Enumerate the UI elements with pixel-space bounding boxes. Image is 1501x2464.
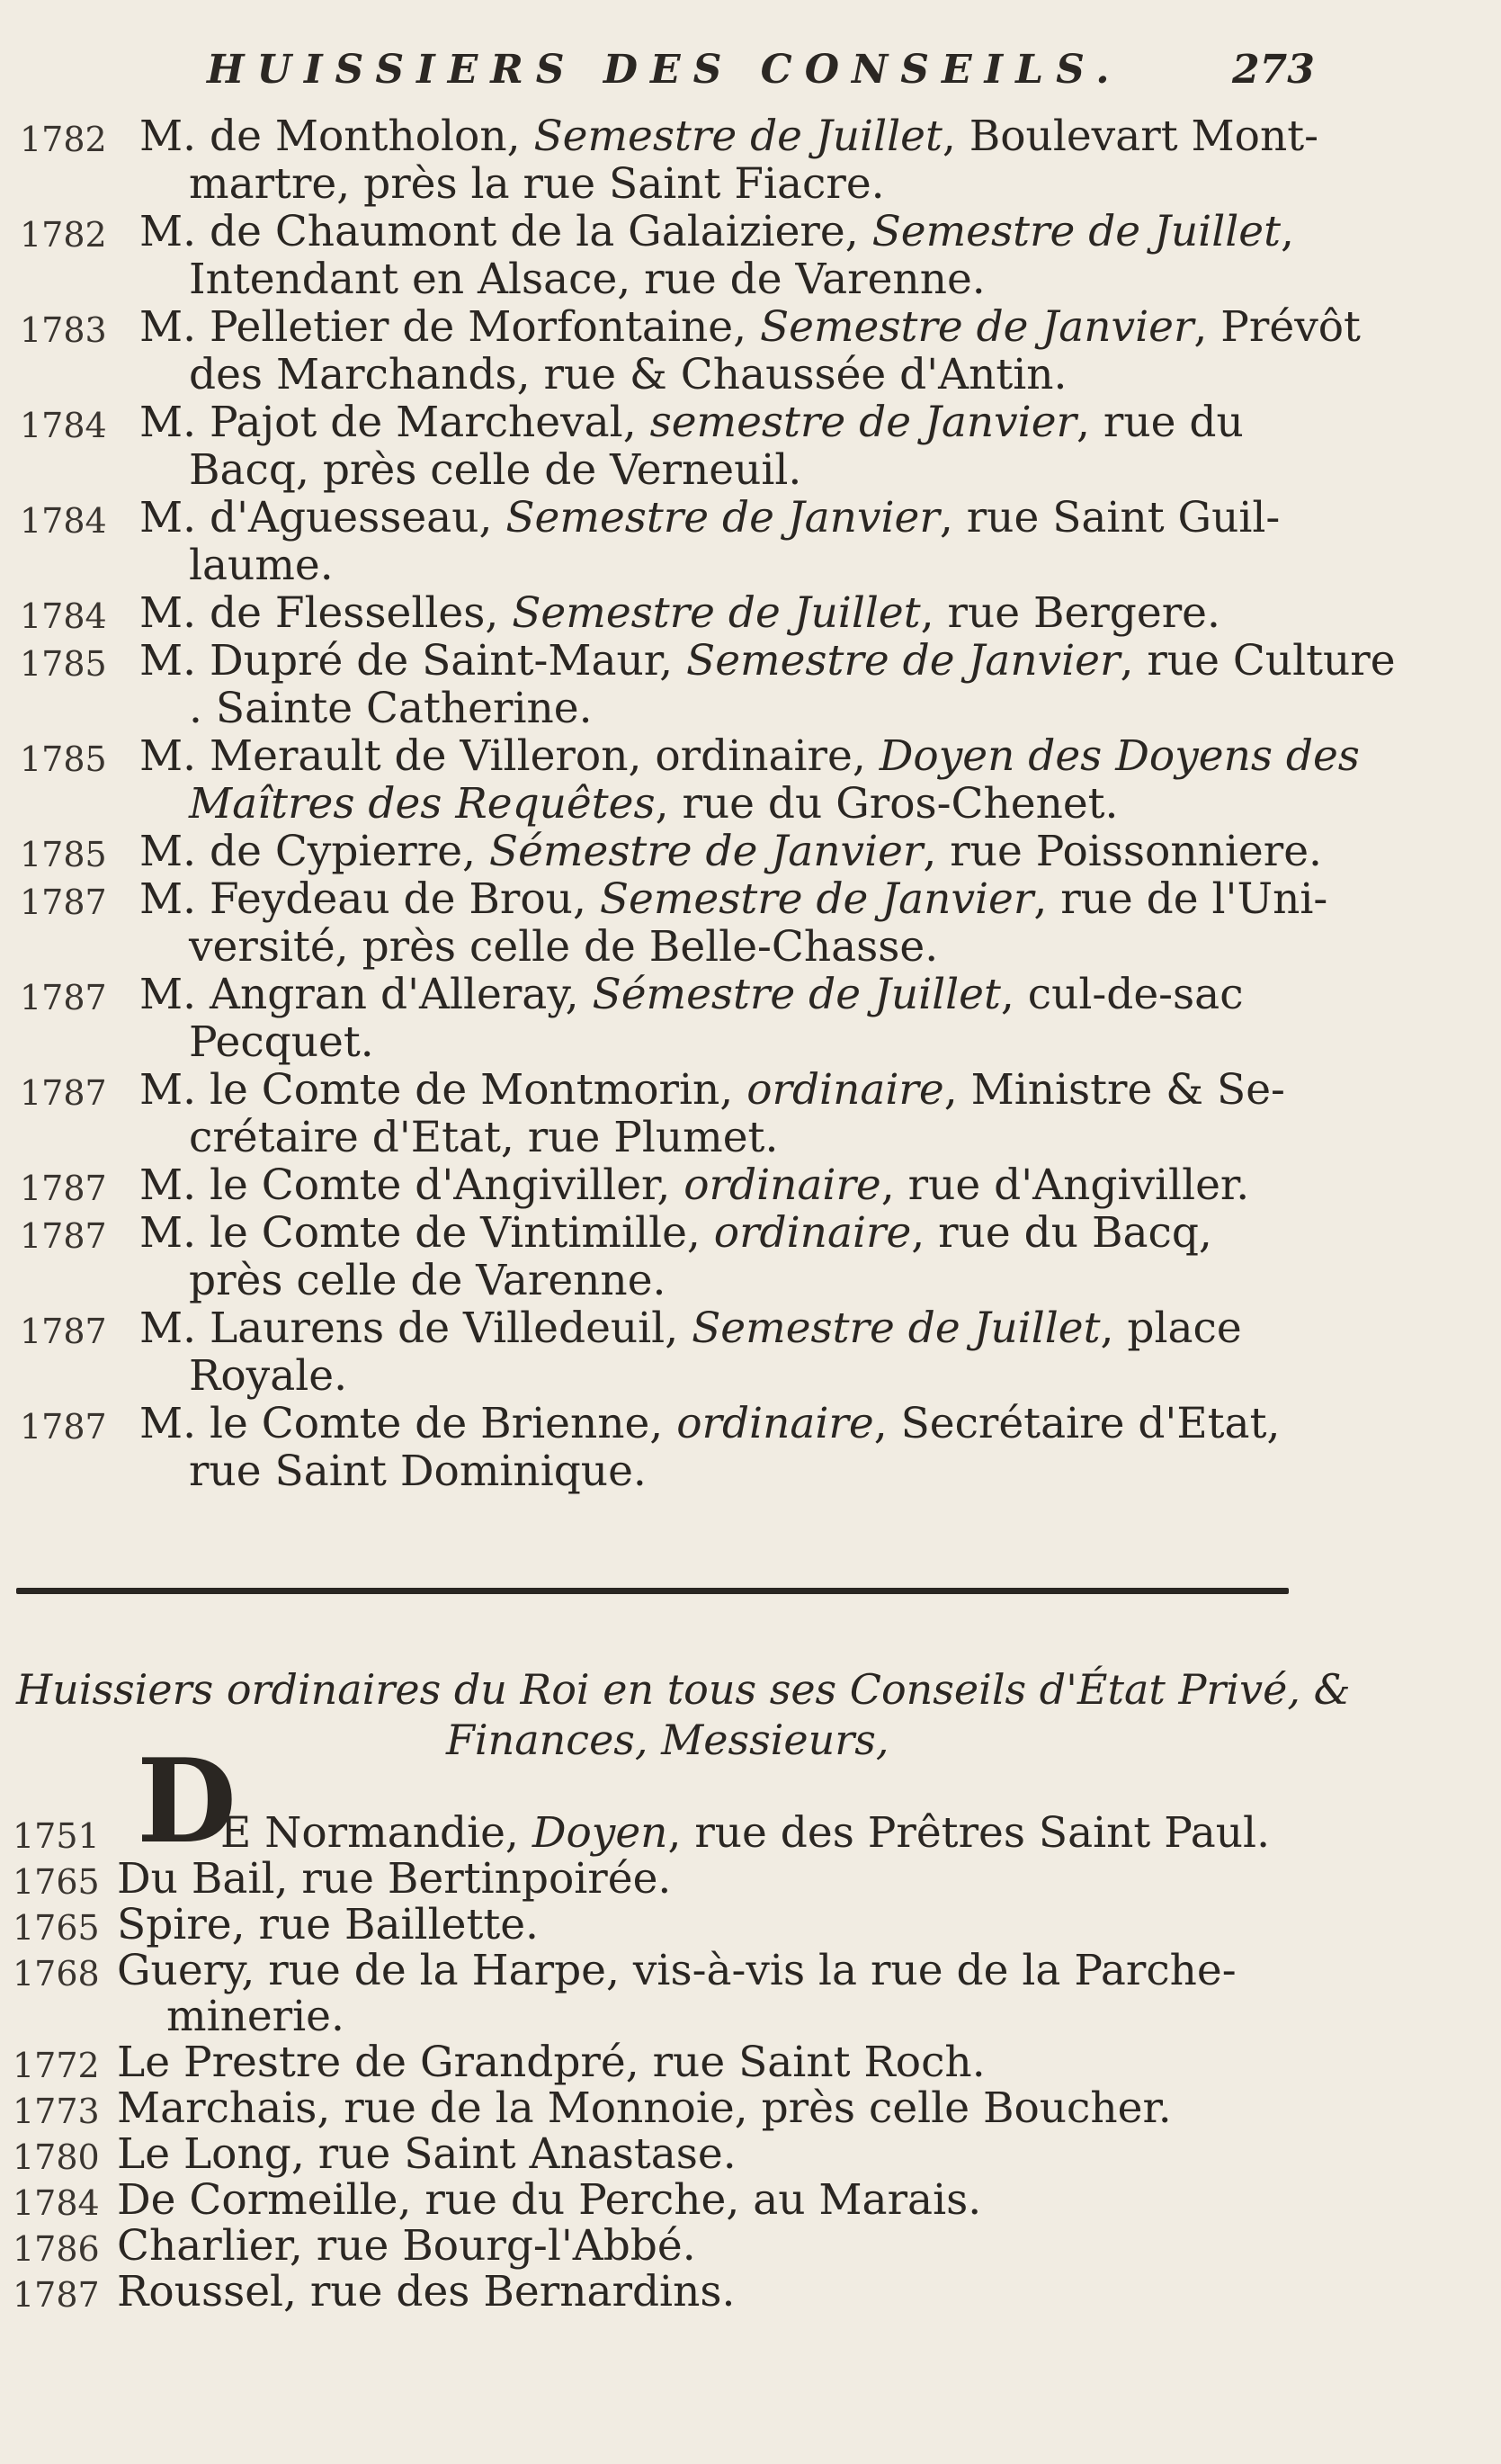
entry-line [0, 1114, 1501, 1161]
entry-year: 1787 [20, 1169, 107, 1208]
entry-text: Marchais, rue de la Monnoie, près celle Boucher. [117, 2083, 1172, 2133]
running-head [0, 47, 1501, 101]
entry-text: , Prévôt [1193, 302, 1361, 352]
entry-line [0, 399, 1501, 446]
entry-year: 1765 [13, 1862, 100, 1902]
entry-line [0, 255, 1501, 303]
entry-line [0, 2223, 1501, 2269]
list-entry [0, 494, 1501, 589]
entry-line [0, 685, 1501, 732]
list-entry [0, 2269, 1501, 2315]
entry-text: E Normandie, [220, 1808, 532, 1858]
entry-line [0, 1257, 1501, 1304]
running-title: HUISSIERS DES CONSEILS. [207, 47, 1122, 93]
huissiers-list [0, 1810, 1501, 2315]
entry-italic-text: ordinaire [713, 1208, 912, 1258]
entry-text: De Cormeille, rue du Perche, au Marais. [117, 2175, 982, 2225]
entry-line [0, 971, 1501, 1018]
entry-text: Spire, rue Baillette. [117, 1900, 539, 1949]
entry-line [0, 2131, 1501, 2177]
entry-italic-text: Sémestre de Janvier [488, 827, 924, 876]
entry-year: 1785 [20, 644, 107, 684]
list-entry [0, 1066, 1501, 1161]
section-heading-line-1: Huissiers ordinaires du Roi en tous ses Conseils d'État Privé, & [16, 1665, 1351, 1714]
entry-text: Le Prestre de Grandpré, rue Saint Roch. [117, 2038, 986, 2087]
entry-year: 1785 [20, 835, 107, 874]
entry-year: 1782 [20, 120, 107, 159]
entry-line [0, 1400, 1501, 1447]
entry-text: . Sainte Catherine. [189, 684, 593, 733]
entry-year: 1787 [20, 1407, 107, 1447]
entry-year: 1784 [13, 2183, 100, 2223]
list-entry [0, 971, 1501, 1066]
entry-text: M. Pelletier de Morfontaine, [139, 302, 760, 352]
entry-italic-text: Semestre de Juillet [512, 588, 921, 638]
page-number: 273 [1232, 47, 1315, 93]
entry-text: , rue du Gros-Chenet. [655, 779, 1119, 829]
list-entry [0, 589, 1501, 637]
entry-line [0, 1018, 1501, 1066]
entry-line [0, 542, 1501, 589]
entry-text: , Boulevart Mont- [942, 112, 1319, 161]
section-heading-line-2: Finances, Messieurs, [446, 1716, 889, 1764]
entry-italic-text: ordinaire [746, 1065, 944, 1115]
entry-text: , rue Bergere. [920, 588, 1220, 638]
list-entry [0, 2223, 1501, 2269]
entry-line [0, 1352, 1501, 1400]
list-entry [0, 2177, 1501, 2223]
entry-year: 1787 [20, 883, 107, 922]
entry-line [0, 1161, 1501, 1209]
entry-year: 1773 [13, 2092, 100, 2131]
entry-line [0, 2085, 1501, 2131]
entry-text: M. Pajot de Marcheval, [139, 398, 650, 447]
entry-italic-text: Semestre de Juillet [871, 207, 1281, 256]
entry-text: M. Dupré de Saint-Maur, [139, 636, 686, 685]
drop-cap: D [137, 1734, 237, 1869]
entry-text: M. de Flesselles, [139, 588, 513, 638]
entry-italic-text: semestre de Janvier [649, 398, 1077, 447]
entry-italic-text: Semestre de Juillet [692, 1304, 1101, 1353]
entry-line [0, 2269, 1501, 2315]
entry-italic-text: Doyen des Doyens des [879, 731, 1360, 781]
entry-italic-text: Semestre de Janvier [505, 493, 940, 542]
entry-text: , rue Poissonniere. [923, 827, 1322, 876]
entry-text: M. Laurens de Villedeuil, [139, 1304, 692, 1353]
list-entry [0, 208, 1501, 303]
entry-text: , Ministre & Se- [943, 1065, 1285, 1115]
list-entry [0, 1902, 1501, 1948]
entry-line [0, 1994, 1501, 2039]
list-entry [0, 1856, 1501, 1902]
entry-text: M. le Comte de Vintimille, [139, 1208, 714, 1258]
entry-text: , cul-de-sac [1000, 970, 1244, 1019]
list-entry [0, 732, 1501, 828]
entry-text: près celle de Varenne. [189, 1256, 666, 1305]
entry-year: 1787 [13, 2275, 100, 2315]
entry-text: rue Saint Dominique. [189, 1447, 647, 1496]
entry-text: Pecquet. [189, 1017, 374, 1067]
entry-year: 1786 [13, 2229, 100, 2269]
entry-line [0, 1810, 1501, 1856]
list-entry [0, 2039, 1501, 2085]
entry-text: Royale. [189, 1351, 348, 1401]
entry-text: M. le Comte d'Angiviller, [139, 1160, 684, 1210]
entry-line [0, 208, 1501, 255]
entry-line [0, 494, 1501, 542]
entry-text: M. Merault de Villeron, ordinaire, [139, 731, 880, 781]
list-entry [0, 1400, 1501, 1495]
entry-text: , rue du [1076, 398, 1244, 447]
entry-text: M. Feydeau de Brou, [139, 874, 600, 924]
entry-year: 1784 [20, 501, 107, 541]
list-entry [0, 875, 1501, 971]
entry-line [0, 2039, 1501, 2085]
entry-year: 1787 [20, 1312, 107, 1351]
entry-year: 1751 [13, 1816, 100, 1856]
entry-text: , rue des Prêtres Saint Paul. [667, 1808, 1271, 1858]
list-entry [0, 399, 1501, 494]
entry-text: , rue Saint Guil- [939, 493, 1281, 542]
entry-text: , rue du Bacq, [911, 1208, 1212, 1258]
list-entry [0, 828, 1501, 875]
entry-italic-text: ordinaire [676, 1399, 874, 1448]
list-entry [0, 2085, 1501, 2131]
council-members-list [0, 112, 1501, 1495]
entry-text: martre, près la rue Saint Fiacre. [189, 159, 885, 209]
entry-year: 1787 [20, 1216, 107, 1256]
entry-text: M. le Comte de Brienne, [139, 1399, 677, 1448]
entry-year: 1784 [20, 406, 107, 445]
entry-line [0, 1304, 1501, 1352]
entry-text: des Marchands, rue & Chaussée d'Antin. [189, 350, 1068, 399]
entry-text: , rue d'Angiviller. [880, 1160, 1250, 1210]
entry-italic-text: Doyen [532, 1808, 668, 1858]
entry-text: M. le Comte de Montmorin, [139, 1065, 747, 1115]
entry-text: M. de Cypierre, [139, 827, 489, 876]
entry-text: Guery, rue de la Harpe, vis-à-vis la rue de la Parche- [117, 1946, 1237, 1995]
list-entry [0, 2131, 1501, 2177]
entry-italic-text: Semestre de Janvier [686, 636, 1121, 685]
entry-year: 1780 [13, 2137, 100, 2177]
entry-line [0, 446, 1501, 494]
entry-text: M. de Chaumont de la Galaiziere, [139, 207, 872, 256]
entry-text: , rue de l'Uni- [1033, 874, 1328, 924]
entry-line [0, 1902, 1501, 1948]
entry-text: , place [1100, 1304, 1242, 1353]
entry-line [0, 875, 1501, 923]
entry-text: Bacq, près celle de Verneuil. [189, 445, 802, 495]
entry-year: 1768 [13, 1954, 100, 1994]
entry-text: Charlier, rue Bourg-l'Abbé. [117, 2221, 696, 2271]
list-entry [0, 112, 1501, 208]
list-entry [0, 1810, 1501, 1856]
entry-italic-text: Semestre de Janvier [599, 874, 1034, 924]
entry-line [0, 1447, 1501, 1495]
entry-year: 1783 [20, 310, 107, 350]
entry-italic-text: Semestre de Juillet [533, 112, 943, 161]
entry-line [0, 112, 1501, 160]
entry-line [0, 1066, 1501, 1114]
list-entry [0, 1161, 1501, 1209]
list-entry [0, 1948, 1501, 2039]
entry-italic-text: Sémestre de Juillet [592, 970, 1001, 1019]
entry-line [0, 1856, 1501, 1902]
entry-text: , rue Culture [1120, 636, 1396, 685]
list-entry [0, 1304, 1501, 1400]
entry-text: versité, près celle de Belle-Chasse. [189, 922, 939, 972]
entry-year: 1782 [20, 215, 107, 255]
entry-line [0, 589, 1501, 637]
entry-text: Roussel, rue des Bernardins. [117, 2267, 736, 2316]
entry-text: Le Long, rue Saint Anastase. [117, 2129, 737, 2179]
entry-line [0, 2177, 1501, 2223]
entry-line [0, 780, 1501, 828]
entry-text: M. de Montholon, [139, 112, 534, 161]
entry-line [0, 351, 1501, 399]
entry-line [0, 923, 1501, 971]
entry-line [0, 828, 1501, 875]
entry-year: 1787 [20, 978, 107, 1017]
entry-text: crétaire d'Etat, rue Plumet. [189, 1113, 779, 1162]
entry-text: M. d'Aguesseau, [139, 493, 506, 542]
section-divider [16, 1588, 1289, 1594]
entry-year: 1784 [20, 596, 107, 636]
entry-line [0, 303, 1501, 351]
entry-year: 1765 [13, 1908, 100, 1948]
entry-line [0, 160, 1501, 208]
entry-text: Du Bail, rue Bertinpoirée. [117, 1854, 672, 1904]
entry-line [0, 637, 1501, 685]
entry-year: 1772 [13, 2046, 100, 2085]
entry-line [0, 1209, 1501, 1257]
entry-italic-text: ordinaire [683, 1160, 881, 1210]
entry-line [0, 1948, 1501, 1994]
entry-text: minerie. [166, 1992, 344, 2041]
entry-line [0, 732, 1501, 780]
list-entry [0, 637, 1501, 732]
list-entry [0, 1209, 1501, 1304]
entry-italic-text: Semestre de Janvier [759, 302, 1194, 352]
entry-year: 1785 [20, 739, 107, 779]
list-entry [0, 303, 1501, 399]
entry-text: M. Angran d'Alleray, [139, 970, 593, 1019]
entry-text: Intendant en Alsace, rue de Varenne. [189, 255, 986, 304]
entry-text: , Secrétaire d'Etat, [873, 1399, 1281, 1448]
entry-italic-text: Maîtres des Requêtes [189, 779, 656, 829]
entry-text: laume. [189, 541, 334, 590]
entry-year: 1787 [20, 1073, 107, 1113]
entry-text: , [1280, 207, 1294, 256]
